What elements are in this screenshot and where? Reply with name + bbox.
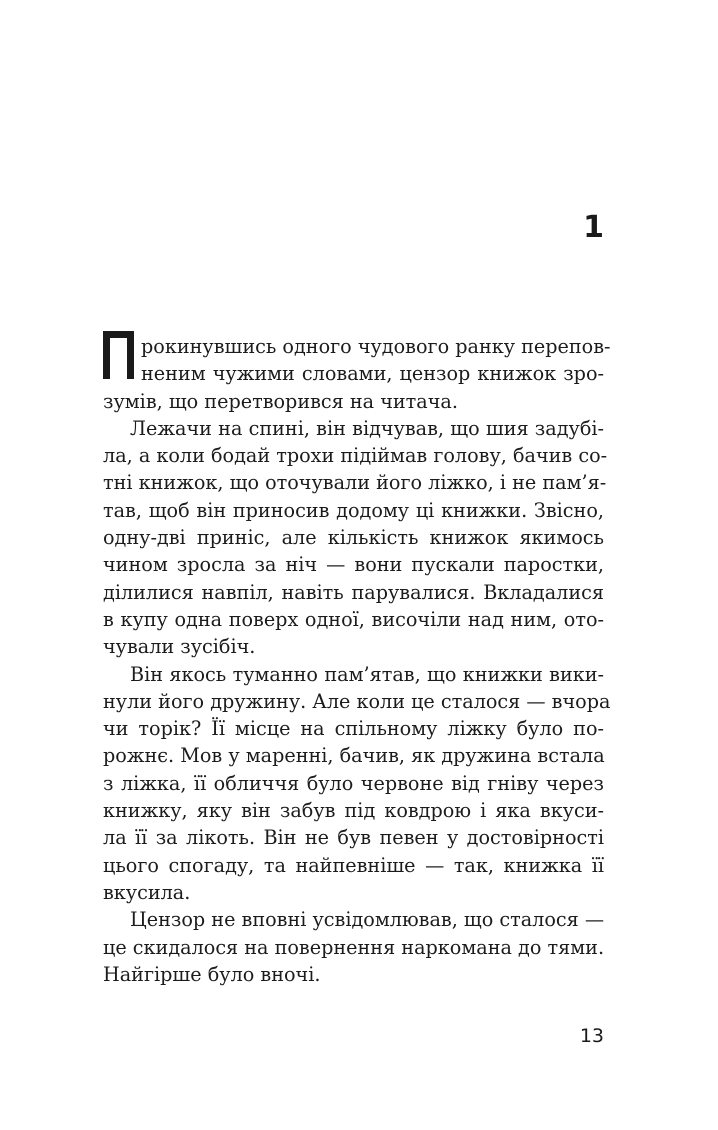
text-line: в купу одна поверх одної, височіли над ним, ото- <box>103 607 604 631</box>
text-line: вкусила. <box>103 880 191 904</box>
text-line: чи торік? Її місце на спільному ліжку було по- <box>103 717 604 741</box>
text-line: чували зусібіч. <box>103 635 256 659</box>
text-line: Він якось туманно пам’ятав, що книжки вики- <box>130 662 604 686</box>
text-line: Лежачи на спині, він відчував, що шия задубі- <box>130 416 604 440</box>
text-line: ла її за лікоть. Він не був певен у достовірності <box>103 826 604 850</box>
text-line: Цензор не вповні усвідомлював, що сталося — <box>130 908 605 932</box>
text-line: тав, щоб він приносив додому ці книжки. Звісно, <box>103 498 604 522</box>
text-line: Найгірше було вночі. <box>103 962 321 986</box>
text-line: з ліжка, її обличчя було червоне від гніву через <box>103 771 604 795</box>
text-line: неним чужими словами, цензор книжок зро- <box>141 362 604 386</box>
chapter-number: 1 <box>583 210 604 245</box>
text-line: це скидалося на повернення наркомана до тями. <box>103 935 605 959</box>
page-number: 13 <box>579 1025 604 1047</box>
text-line: рожнє. Мов у маренні, бачив, як дружина встала <box>103 744 605 768</box>
text-line: ла, а коли бодай трохи підіймав голову, бачив со- <box>103 444 608 468</box>
text-line: одну-дві приніс, але кількість книжок якимось <box>103 526 604 550</box>
text-line: тні книжок, що оточували його ліжко, і не пам’я- <box>103 471 607 495</box>
text-line: зумів, що перетворився на читача. <box>103 389 458 413</box>
drop-cap-letter <box>103 331 134 379</box>
text-line: нули його дружину. Але коли це сталося — вчора <box>103 689 611 713</box>
text-line: ділилися навпіл, навіть парувалися. Вкладалися <box>103 580 604 604</box>
text-line: рокинувшись одного чудового ранку перепов- <box>141 335 611 358</box>
text-line: цього спогаду, та найпевніше — так, книжка її <box>103 853 604 877</box>
text-line: чином зросла за ніч — вони пускали паростки, <box>103 553 604 577</box>
chapter-body-text <box>103 333 611 988</box>
text-line: книжку, яку він забув під ковдрою і яка вкуси- <box>103 799 604 823</box>
